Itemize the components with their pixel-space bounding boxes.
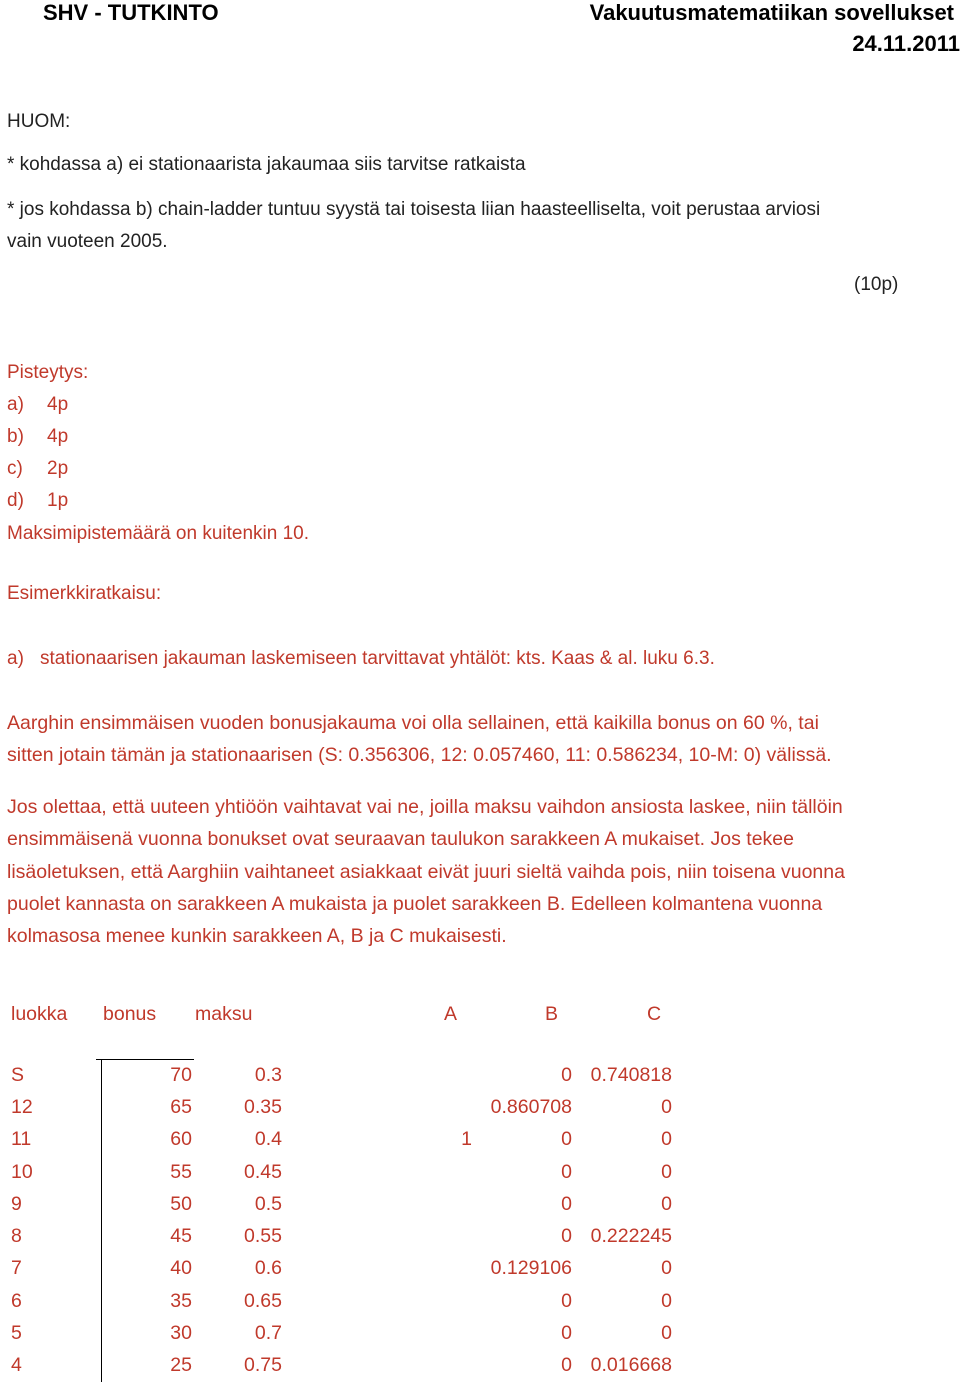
table-row	[6, 1059, 672, 1091]
cell-a	[282, 1091, 472, 1123]
cell-luokka: 10	[11, 1160, 33, 1183]
table-row	[6, 1350, 672, 1382]
cell-b: 0	[561, 1160, 572, 1183]
cell-maksu: 0.6	[254, 1257, 282, 1280]
paragraph-line: Aarghin ensimmäisen vuoden bonusjakauma voi olla sellainen, että kaikilla bonus on 60 %, tai	[7, 712, 819, 734]
cell-maksu: 0.5	[254, 1192, 282, 1215]
cell-maksu: 0.3	[254, 1063, 282, 1086]
cell-maksu: 0.35	[244, 1095, 282, 1118]
cell-b: 0	[561, 1354, 572, 1377]
cell-a	[282, 1317, 472, 1349]
table-header-a: A	[444, 1003, 458, 1025]
scoring-item-value: 4p	[47, 426, 69, 447]
paragraph-line: puolet kannasta on sarakkeen A mukaista ja puolet sarakkeen B. Edelleen kolmantena vuonna	[7, 892, 823, 915]
points-label: (10p)	[854, 274, 899, 295]
table-header-maksu: maksu	[195, 1003, 253, 1025]
table-row	[6, 1285, 672, 1317]
scoring-item-value: 2p	[47, 458, 69, 479]
cell-maksu: 0.65	[244, 1289, 282, 1312]
solution-paragraph-1	[7, 707, 947, 772]
cell-c: 0	[661, 1289, 672, 1312]
table-row	[6, 1091, 672, 1123]
table-row	[6, 1188, 672, 1220]
cell-c: 0.222245	[590, 1225, 672, 1248]
header-left-title: SHV - TUTKINTO	[43, 0, 219, 25]
cell-c: 0.740818	[590, 1063, 672, 1086]
table-header-c: C	[647, 1003, 662, 1025]
cell-a	[282, 1156, 472, 1188]
cell-a	[282, 1253, 472, 1285]
cell-b: 0	[561, 1289, 572, 1312]
scoring-item-label: d)	[7, 490, 24, 511]
cell-luokka: 5	[11, 1322, 22, 1345]
cell-bonus: 60	[102, 1124, 197, 1156]
cell-b: 0	[561, 1192, 572, 1215]
solution-a-text: stationaarisen jakauman laskemiseen tarvittavat yhtälöt: kts. Kaas & al. luku 6.3.	[40, 648, 715, 669]
scoring-item-value: 1p	[47, 490, 69, 511]
table-row	[6, 1156, 672, 1188]
note-line-2a: * jos kohdassa b) chain-ladder tuntuu syystä tai toisesta liian haasteelliselta, voit perustaa arviosi	[7, 199, 821, 220]
cell-b: 0	[561, 1225, 572, 1248]
table-header-b: B	[545, 1003, 559, 1025]
cell-a	[282, 1220, 472, 1252]
cell-bonus: 55	[102, 1156, 197, 1188]
note-line-1: * kohdassa a) ei stationaarista jakaumaa siis tarvitse ratkaista	[7, 154, 526, 175]
paragraph-line: lisäoletuksen, että Aarghiin vaihtaneet asiakkaat eivät juuri sieltä vaihda pois, niin toisena vuonna	[7, 860, 845, 883]
header-date: 24.11.2011	[852, 31, 960, 56]
cell-b: 0.129106	[490, 1257, 572, 1280]
cell-maksu: 0.75	[244, 1354, 282, 1377]
scoring-item-value: 4p	[47, 394, 69, 415]
cell-bonus: 35	[102, 1285, 197, 1317]
table-row	[6, 1317, 672, 1349]
cell-bonus: 25	[102, 1350, 197, 1382]
cell-bonus: 70	[102, 1059, 197, 1091]
cell-maksu: 0.4	[254, 1128, 282, 1151]
cell-c: 0	[661, 1095, 672, 1118]
table-row	[6, 1220, 672, 1252]
table-header-luokka: luokka	[11, 1003, 68, 1025]
cell-maksu: 0.7	[254, 1322, 282, 1345]
cell-c: 0	[661, 1160, 672, 1183]
cell-a	[282, 1188, 472, 1220]
cell-luokka: 6	[11, 1289, 22, 1312]
scoring-item-label: b)	[7, 426, 24, 447]
cell-b: 0	[561, 1128, 572, 1151]
header-right-title: Vakuutusmatematiikan sovellukset	[589, 0, 954, 25]
paragraph-line: kolmasosa menee kunkin sarakkeen A, B ja C mukaisesti.	[7, 925, 507, 948]
cell-c: 0	[661, 1128, 672, 1151]
note-huom: HUOM:	[7, 111, 71, 132]
cell-luokka: S	[11, 1063, 25, 1086]
cell-c: 0	[661, 1192, 672, 1215]
scoring-max: Maksimipistemäärä on kuitenkin 10.	[7, 523, 310, 544]
cell-a	[282, 1285, 472, 1317]
cell-bonus: 40	[102, 1253, 197, 1285]
scoring-item-label: c)	[7, 458, 23, 479]
table-row	[6, 1124, 672, 1156]
cell-maksu: 0.45	[244, 1160, 282, 1183]
table-header-bonus: bonus	[103, 1003, 157, 1025]
cell-luokka: 9	[11, 1192, 22, 1215]
cell-maksu: 0.55	[244, 1225, 282, 1248]
cell-b: 0.860708	[490, 1095, 572, 1118]
solution-paragraph-2	[7, 791, 947, 952]
paragraph-line: ensimmäisenä vuonna bonukset ovat seuraavan taulukon sarakkeen A mukaiset. Jos tekee	[7, 828, 794, 851]
paragraph-line: Jos olettaa, että uuteen yhtiöön vaihtavat vai ne, joilla maksu vaihdon ansiosta laskee, niin tällöin	[7, 796, 843, 818]
cell-luokka: 12	[11, 1095, 33, 1118]
solution-a-label: a)	[7, 648, 24, 669]
cell-luokka: 7	[11, 1257, 22, 1280]
cell-bonus: 50	[102, 1188, 197, 1220]
cell-c: 0	[661, 1322, 672, 1345]
cell-a	[282, 1059, 472, 1091]
cell-b: 0	[561, 1322, 572, 1345]
paragraph-line: sitten jotain tämän ja stationaarisen (S: 0.356306, 12: 0.057460, 11: 0.586234, 10-M: 0) välissä.	[7, 744, 832, 767]
cell-b: 0	[561, 1063, 572, 1086]
table-row	[6, 1253, 672, 1285]
cell-a: 1	[461, 1128, 472, 1151]
solution-title: Esimerkkiratkaisu:	[7, 583, 162, 604]
cell-bonus: 45	[102, 1220, 197, 1252]
scoring-title: Pisteytys:	[7, 362, 89, 383]
cell-luokka: 11	[11, 1128, 32, 1151]
cell-luokka: 4	[11, 1354, 22, 1377]
cell-c: 0	[661, 1257, 672, 1280]
cell-c: 0.016668	[590, 1354, 672, 1377]
cell-bonus: 30	[102, 1317, 197, 1349]
note-line-2b: vain vuoteen 2005.	[7, 231, 168, 252]
scoring-item-label: a)	[7, 394, 24, 415]
cell-luokka: 8	[11, 1225, 22, 1248]
cell-bonus: 65	[102, 1091, 197, 1123]
bonus-table	[6, 1059, 672, 1382]
cell-a	[282, 1350, 472, 1382]
table-top-border	[96, 1059, 194, 1060]
